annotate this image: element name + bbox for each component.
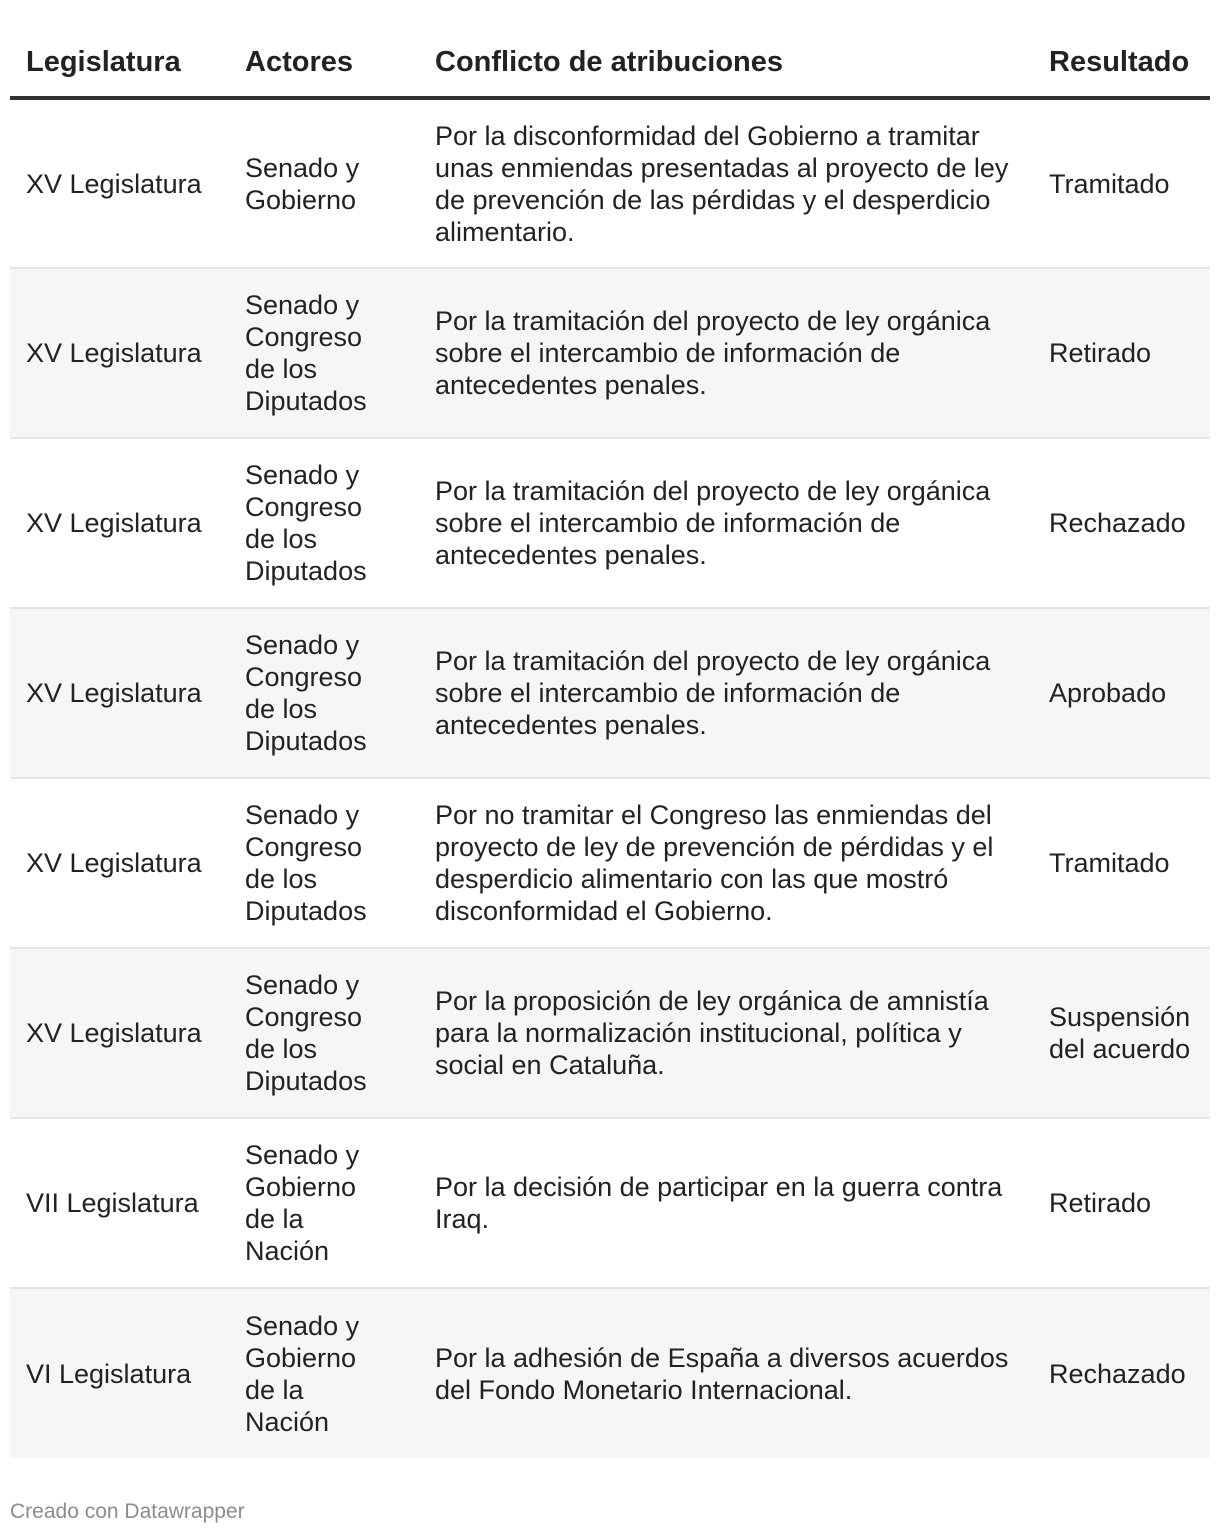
conflicto-cell: Por la disconformidad del Gobierno a tramitar unas enmiendas presentadas al proyecto de ley de prevención de las pérdidas y el desperdicio alimentario. bbox=[419, 98, 1033, 268]
table-body bbox=[10, 98, 1210, 1458]
resultado-cell: Rechazado bbox=[1033, 438, 1210, 608]
table-row bbox=[10, 98, 1210, 268]
resultado-cell: Retirado bbox=[1033, 268, 1210, 438]
table-row bbox=[10, 438, 1210, 608]
conflicto-cell: Por la adhesión de España a diversos acuerdos del Fondo Monetario Internacional. bbox=[419, 1288, 1033, 1458]
actores-cell: Senado y Congreso de los Diputados bbox=[229, 948, 419, 1118]
legislatura-cell: XV Legislatura bbox=[10, 608, 229, 778]
table-row bbox=[10, 1288, 1210, 1458]
conflicto-cell: Por la proposición de ley orgánica de amnistía para la normalización institucional, política y social en Cataluña. bbox=[419, 948, 1033, 1118]
table-row bbox=[10, 268, 1210, 438]
table-header-row bbox=[10, 0, 1210, 98]
conflicto-cell: Por la tramitación del proyecto de ley orgánica sobre el intercambio de información de antecedentes penales. bbox=[419, 608, 1033, 778]
datawrapper-credit: Creado con Datawrapper bbox=[10, 1500, 245, 1523]
table-row bbox=[10, 778, 1210, 948]
data-table bbox=[10, 0, 1210, 1458]
conflicto-cell: Por no tramitar el Congreso las enmiendas del proyecto de ley de prevención de pérdidas y el desperdicio alimentario con las que mostró disconformidad el Gobierno. bbox=[419, 778, 1033, 948]
actores-cell: Senado y Congreso de los Diputados bbox=[229, 608, 419, 778]
legislatura-cell: XV Legislatura bbox=[10, 438, 229, 608]
actores-cell: Senado y Congreso de los Diputados bbox=[229, 268, 419, 438]
resultado-cell: Rechazado bbox=[1033, 1288, 1210, 1458]
resultado-cell: Aprobado bbox=[1033, 608, 1210, 778]
column-header-actores: Actores bbox=[229, 0, 419, 98]
actores-cell: Senado y Gobierno bbox=[229, 98, 419, 268]
legislatura-cell: VI Legislatura bbox=[10, 1288, 229, 1458]
data-table-container bbox=[10, 0, 1210, 1458]
table-row bbox=[10, 948, 1210, 1118]
actores-cell: Senado y Gobierno de la Nación bbox=[229, 1288, 419, 1458]
actores-cell: Senado y Congreso de los Diputados bbox=[229, 778, 419, 948]
legislatura-cell: XV Legislatura bbox=[10, 948, 229, 1118]
legislatura-cell: XV Legislatura bbox=[10, 268, 229, 438]
actores-cell: Senado y Gobierno de la Nación bbox=[229, 1118, 419, 1288]
column-header-resultado: Resultado bbox=[1033, 0, 1210, 98]
resultado-cell: Retirado bbox=[1033, 1118, 1210, 1288]
table-header bbox=[10, 0, 1210, 98]
conflicto-cell: Por la decisión de participar en la guerra contra Iraq. bbox=[419, 1118, 1033, 1288]
actores-cell: Senado y Congreso de los Diputados bbox=[229, 438, 419, 608]
legislatura-cell: XV Legislatura bbox=[10, 98, 229, 268]
conflicto-cell: Por la tramitación del proyecto de ley orgánica sobre el intercambio de información de antecedentes penales. bbox=[419, 438, 1033, 608]
legislatura-cell: VII Legislatura bbox=[10, 1118, 229, 1288]
legislatura-cell: XV Legislatura bbox=[10, 778, 229, 948]
resultado-cell: Suspensión del acuerdo bbox=[1033, 948, 1210, 1118]
resultado-cell: Tramitado bbox=[1033, 98, 1210, 268]
table-row bbox=[10, 608, 1210, 778]
column-header-legislatura: Legislatura bbox=[10, 0, 229, 98]
resultado-cell: Tramitado bbox=[1033, 778, 1210, 948]
column-header-conflicto: Conflicto de atribuciones bbox=[419, 0, 1033, 98]
conflicto-cell: Por la tramitación del proyecto de ley orgánica sobre el intercambio de información de antecedentes penales. bbox=[419, 268, 1033, 438]
table-row bbox=[10, 1118, 1210, 1288]
